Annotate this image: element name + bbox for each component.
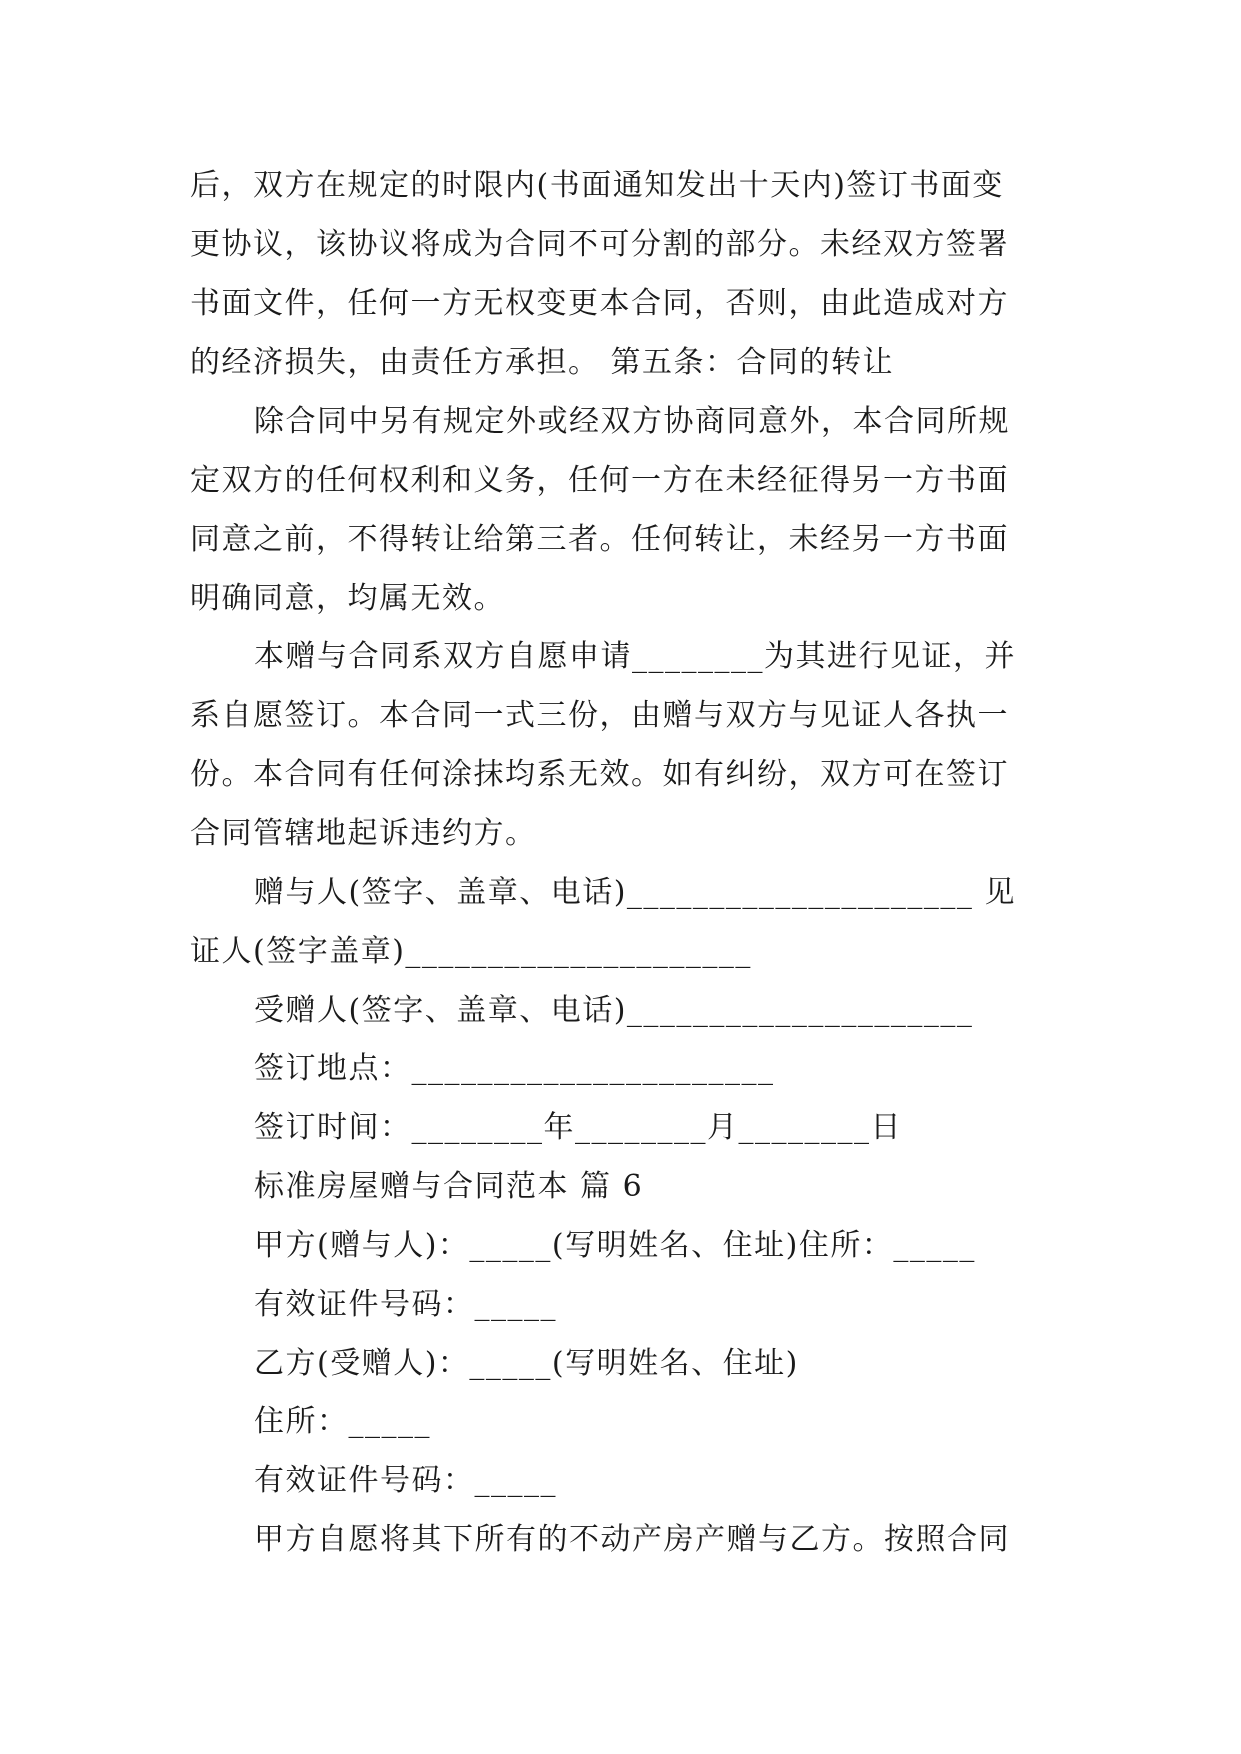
body-line: 明确同意，均属无效。	[190, 581, 505, 616]
party-b-line: 乙方(受赠人)：_____(写明姓名、住址)	[254, 1346, 799, 1381]
section-heading: 标准房屋赠与合同范本 篇 6	[254, 1169, 644, 1204]
body-line: 合同管辖地起诉违约方。	[190, 816, 537, 851]
party-a-id-line: 有效证件号码：_____	[254, 1287, 557, 1322]
signature-donor-line: 赠与人(签字、盖章、电话)_____________________ 见	[254, 875, 1016, 910]
party-a-line: 甲方(赠与人)：_____(写明姓名、住址)住所：_____	[254, 1228, 976, 1263]
signing-date-line: 签订时间：________年________月________日	[254, 1110, 902, 1145]
body-line: 份。本合同有任何涂抹均系无效。如有纠纷，双方可在签订	[190, 757, 1009, 792]
body-line: 书面文件，任何一方无权变更本合同，否则，由此造成对方	[190, 286, 1009, 321]
signature-witness-line: 证人(签字盖章)_____________________	[190, 934, 752, 969]
signing-place-line: 签订地点：______________________	[254, 1051, 775, 1086]
body-line: 后，双方在规定的时限内(书面通知发出十天内)签订书面变	[190, 168, 1004, 203]
body-line: 同意之前，不得转让给第三者。任何转让，未经另一方书面	[190, 522, 1009, 557]
body-line: 定双方的任何权利和义务，任何一方在未经征得另一方书面	[190, 463, 1009, 498]
body-line: 更协议，该协议将成为合同不可分割的部分。未经双方签署	[190, 227, 1009, 262]
body-line: 的经济损失，由责任方承担。 第五条：合同的转让	[190, 345, 895, 380]
paragraph-first-line: 本赠与合同系双方自愿申请________为其进行见证，并	[254, 639, 1016, 674]
body-line: 系自愿签订。本合同一式三份，由赠与双方与见证人各执一	[190, 698, 1009, 733]
paragraph-first-line: 除合同中另有规定外或经双方协商同意外，本合同所规	[254, 404, 1010, 439]
paragraph-first-line: 甲方自愿将其下所有的不动产房产赠与乙方。按照合同	[254, 1522, 1010, 1557]
party-b-address-line: 住所：_____	[254, 1404, 431, 1439]
signature-donee-line: 受赠人(签字、盖章、电话)_____________________	[254, 993, 974, 1028]
party-b-id-line: 有效证件号码：_____	[254, 1463, 557, 1498]
